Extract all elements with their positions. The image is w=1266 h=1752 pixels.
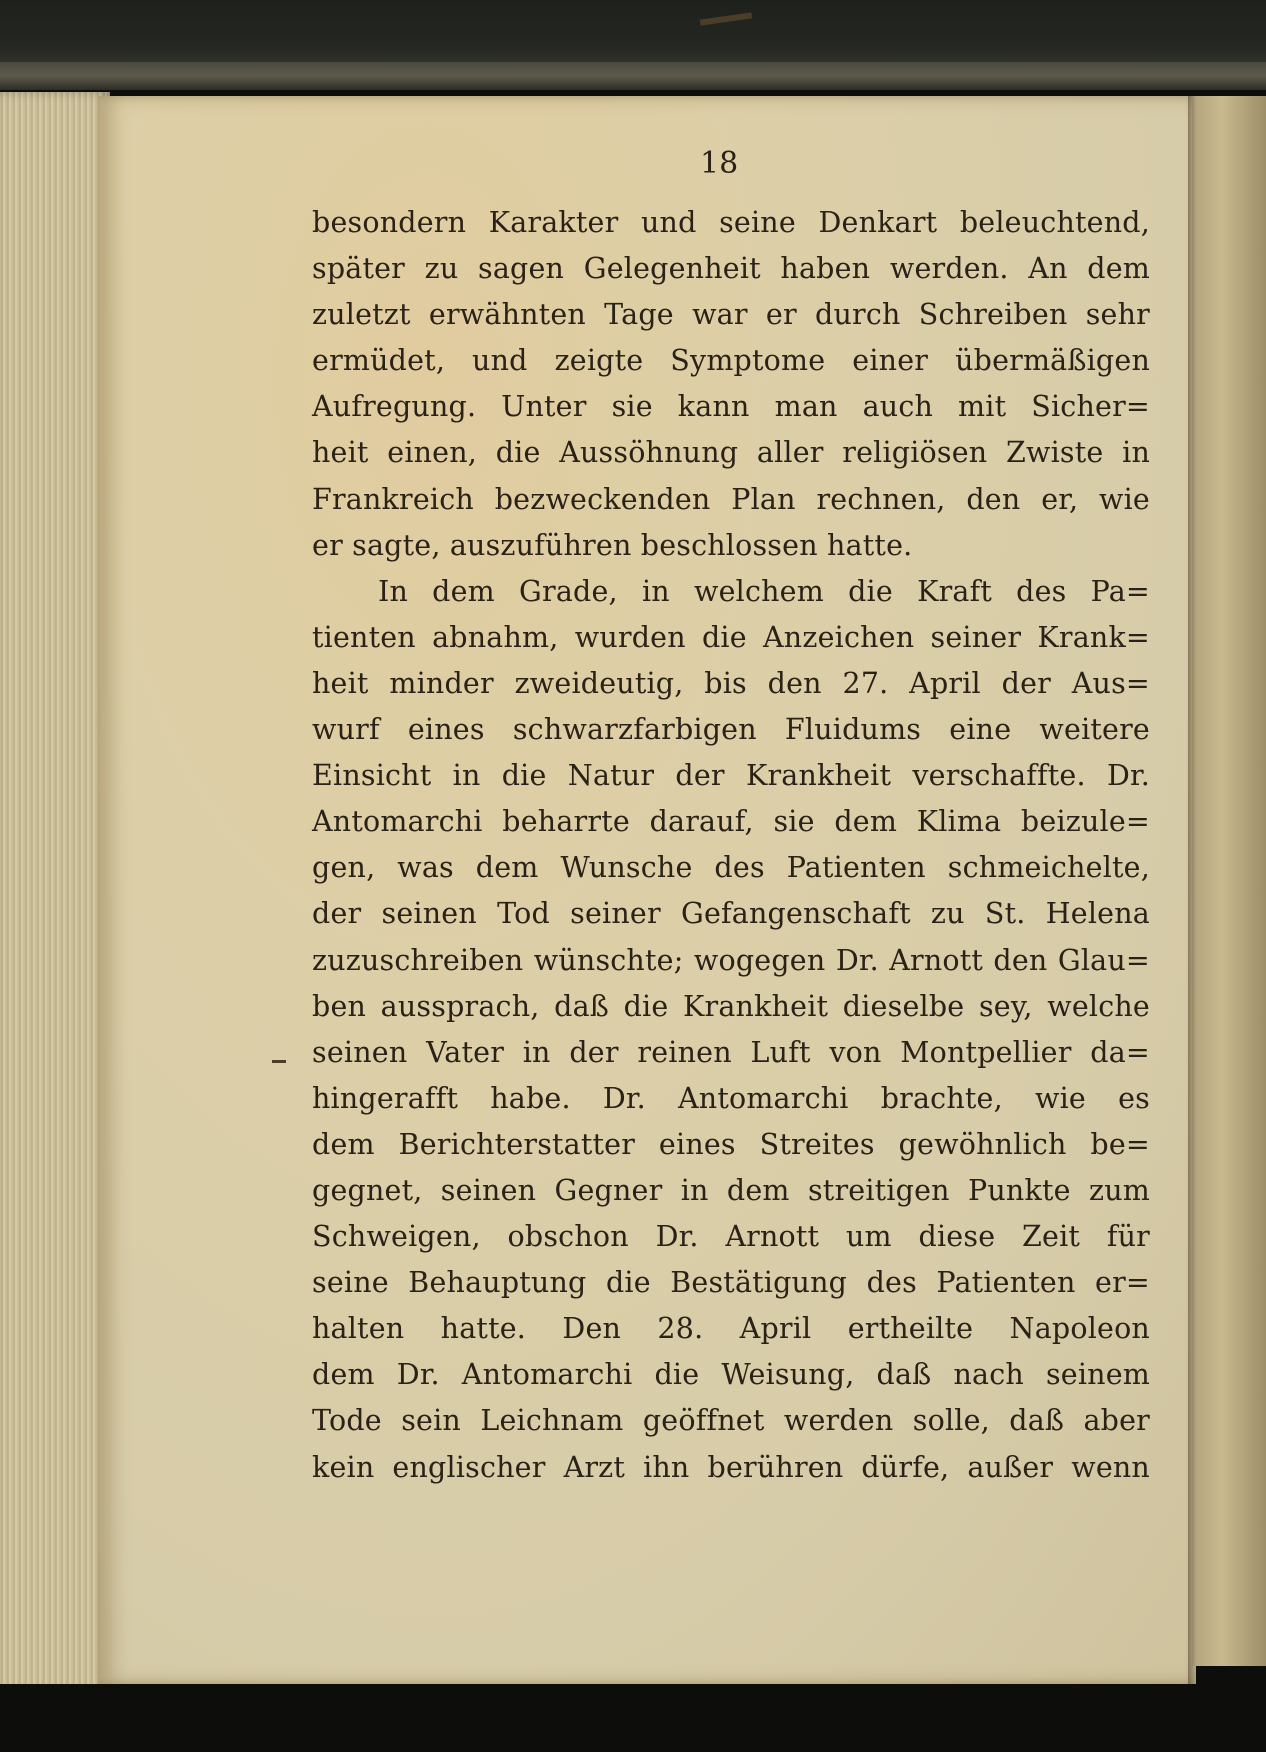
text-line: er sagte, auszuführen beschlossen hatte.: [312, 528, 913, 562]
text-line: zuzuschreiben wünschte; wogegen Dr. Arnott den Glau=: [312, 943, 1150, 977]
text-line: Frankreich bezweckenden Plan rechnen, den er, wie: [312, 482, 1150, 516]
book-cover-edge: [0, 62, 1266, 90]
text-line: der seinen Tod seiner Gefangenschaft zu St. Helena: [312, 897, 1150, 931]
text-line: Schweigen, obschon Dr. Arnott um diese Zeit für: [312, 1220, 1150, 1254]
text-line: gegnet, seinen Gegner in dem streitigen Punkte zum: [312, 1173, 1150, 1207]
text-line: kein englischer Arzt ihn berühren dürfe, außer wenn: [312, 1450, 1150, 1484]
text-line: halten hatte. Den 28. April ertheilte Napoleon: [312, 1312, 1150, 1346]
text-line: wurf eines schwarzfarbigen Fluidums eine weitere: [312, 713, 1150, 747]
text-line: später zu sagen Gelegenheit haben werden. An dem: [312, 252, 1150, 286]
page-number: 18: [700, 146, 739, 181]
page-stack-edges: [0, 92, 110, 1692]
background-bottom: [0, 1684, 1266, 1752]
ink-mark-small: [272, 1060, 286, 1063]
text-line: heit einen, die Aussöhnung aller religiösen Zwiste in: [312, 436, 1150, 470]
text-line: Aufregung. Unter sie kann man auch mit Sicher=: [312, 390, 1150, 424]
text-line: zuletzt erwähnten Tage war er durch Schreiben sehr: [312, 298, 1150, 332]
text-line: ermüdet, und zeigte Symptome einer übermäßigen: [312, 344, 1150, 378]
text-line: tienten abnahm, wurden die Anzeichen seiner Krank=: [312, 620, 1150, 654]
text-line: dem Dr. Antomarchi die Weisung, daß nach seinem: [312, 1358, 1150, 1392]
gutter-shadow: [1188, 96, 1196, 1684]
text-line: besondern Karakter und seine Denkart beleuchtend,: [312, 206, 1150, 239]
text-line: dem Berichterstatter eines Streites gewöhnlich be=: [312, 1127, 1150, 1161]
text-line: hingerafft habe. Dr. Antomarchi brachte, wie es: [312, 1081, 1150, 1115]
text-line: Tode sein Leichnam geöffnet werden solle, daß aber: [312, 1404, 1150, 1438]
facing-page-edge: [1192, 96, 1266, 1666]
text-line: Antomarchi beharrte darauf, sie dem Klima beizule=: [312, 805, 1150, 839]
text-line: ben aussprach, daß die Krankheit dieselbe sey, welche: [312, 989, 1150, 1023]
text-line: heit minder zweideutig, bis den 27. April der Aus=: [312, 666, 1150, 700]
text-line: Einsicht in die Natur der Krankheit verschaffte. Dr.: [312, 759, 1150, 793]
text-line: gen, was dem Wunsche des Patienten schmeichelte,: [312, 851, 1150, 885]
text-line: seinen Vater in der reinen Luft von Montpellier da=: [312, 1035, 1150, 1069]
body-text: [312, 200, 1150, 1491]
text-line: seine Behauptung die Bestätigung des Patienten er=: [312, 1266, 1150, 1300]
text-line: In dem Grade, in welchem die Kraft des Pa=: [378, 574, 1150, 608]
